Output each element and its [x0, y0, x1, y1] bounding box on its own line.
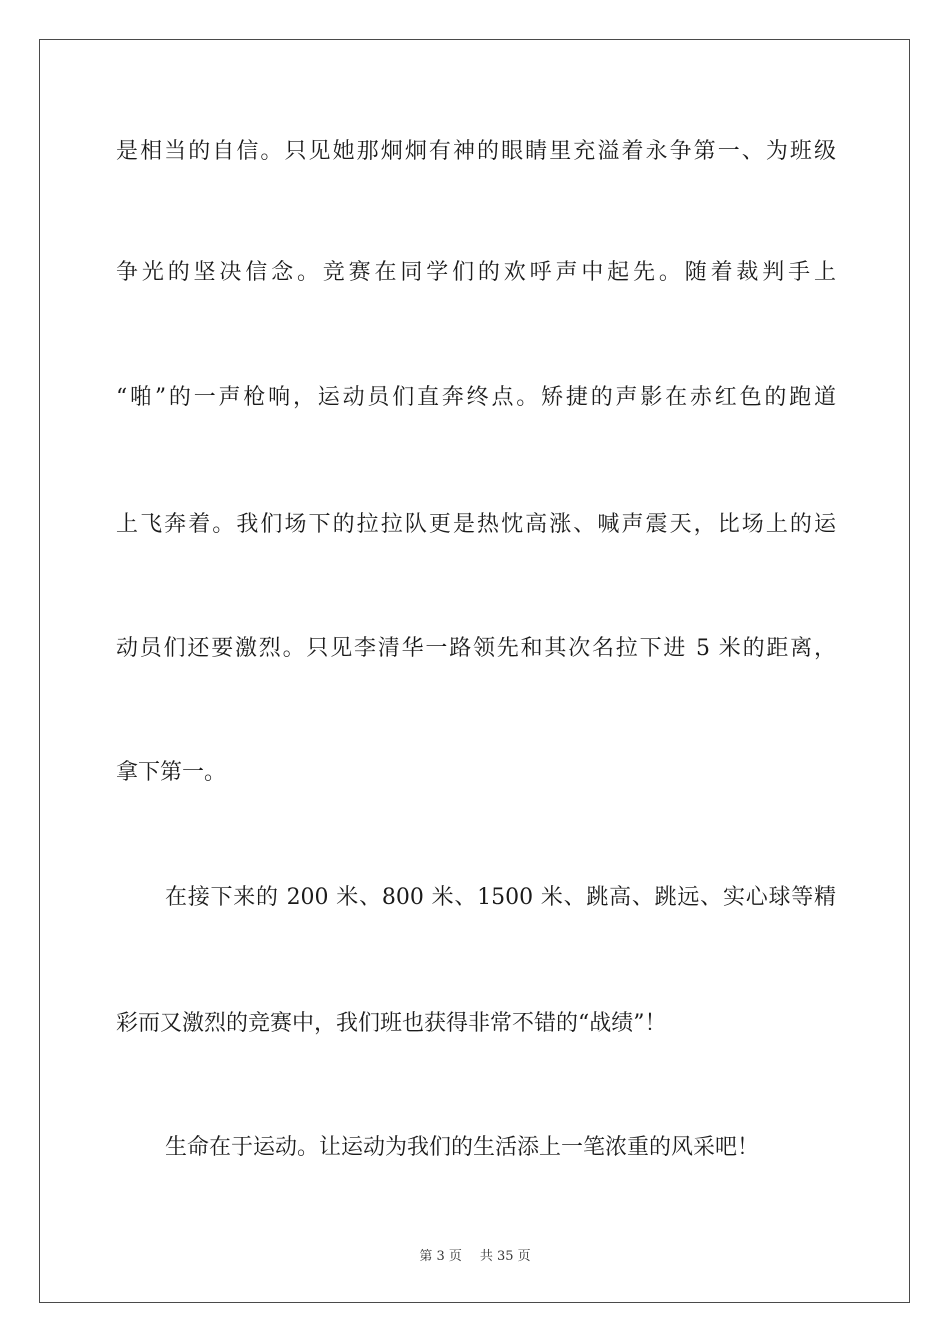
- paragraph-line: 拿下第一。: [116, 760, 227, 785]
- paragraph-line: 是相当的自信。只见她那炯炯有神的眼睛里充溢着永争第一、为班级: [116, 139, 836, 164]
- paragraph-line: 动员们还要激烈。只见李清华一路领先和其次名拉下进 5 米的距离，: [116, 636, 836, 661]
- page-total: 共 35 页: [479, 1249, 531, 1264]
- paragraph-line: 上飞奔着。我们场下的拉拉队更是热忱高涨、喊声震天，比场上的运: [116, 512, 836, 537]
- paragraph-line: 争光的坚决信念。竞赛在同学们的欢呼声中起先。随着裁判手上: [116, 260, 836, 285]
- paragraph-line: 生命在于运动。让运动为我们的生活添上一笔浓重的风采吧！: [165, 1135, 760, 1160]
- paragraph-line: 彩而又激烈的竞赛中，我们班也获得非常不错的“战绩”！: [116, 1011, 667, 1036]
- page-footer: [0, 1248, 950, 1266]
- page-number: 第 3 页: [419, 1249, 462, 1264]
- paragraph-line: 在接下来的 200 米、800 米、1500 米、跳高、跳远、实心球等精: [165, 885, 836, 910]
- page-border: [39, 39, 910, 1303]
- paragraph-line: “啪”的一声枪响，运动员们直奔终点。矫捷的声影在赤红色的跑道: [116, 385, 836, 410]
